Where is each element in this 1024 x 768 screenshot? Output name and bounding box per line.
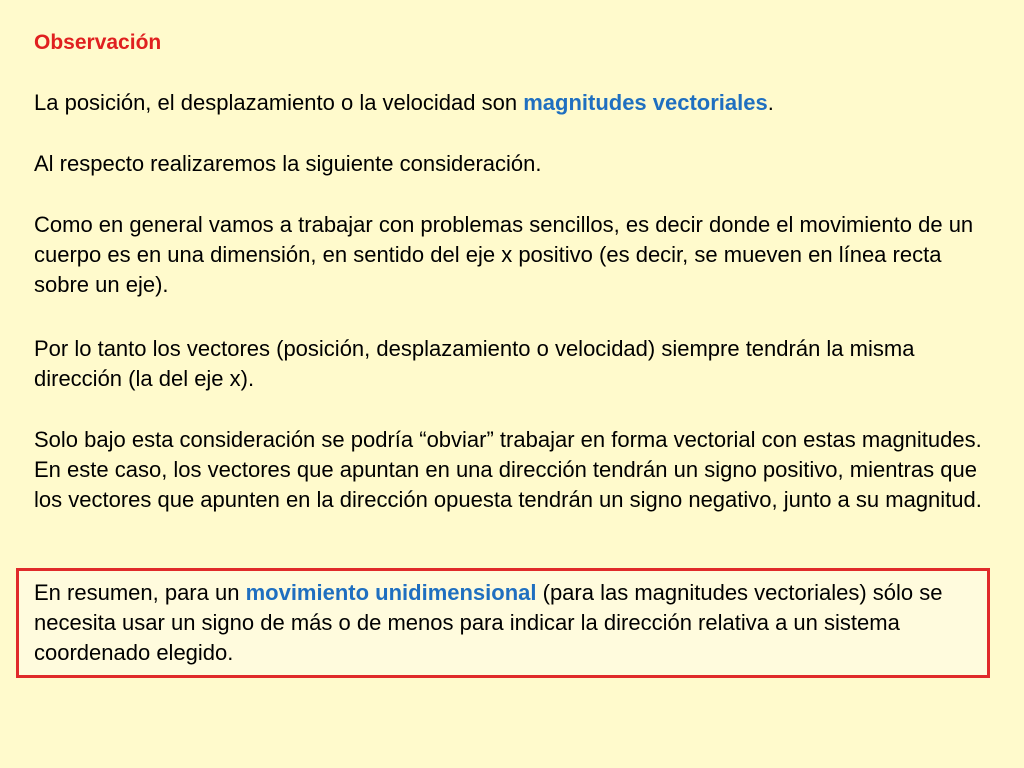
p1-text-after: .: [767, 90, 774, 115]
summary-text-after: (para las magnitudes vectoriales) sólo se necesita usar un signo de más o de menos para indicar la dirección relativa a un sistema coordenado elegido.: [34, 580, 943, 665]
paragraph-consideracion: Al respecto realizaremos la siguiente consideración.: [34, 151, 542, 176]
summary-highlight: movimiento unidimensional: [245, 580, 537, 605]
p1-highlight: magnitudes vectoriales: [523, 90, 768, 115]
p1-text-before: La posición, el desplazamiento o la velocidad son: [34, 90, 524, 115]
paragraph-misma-direccion: Por lo tanto los vectores (posición, desplazamiento o velocidad) siempre tendrán la misma dirección (la del eje x).: [34, 336, 915, 391]
paragraph-resumen: [34, 578, 974, 668]
paragraph-signo-vectores: Solo bajo esta consideración se podría “obviar” trabajar en forma vectorial con estas magnitudes. En este caso, los vectores que apuntan en una dirección tendrán un signo positivo, mientras que los vectores que apunten en la dirección opuesta tendrán un signo negativo, junto a su magnitud.: [34, 427, 982, 512]
heading-observacion: Observación: [34, 31, 162, 54]
paragraph-problemas-sencillos: Como en general vamos a trabajar con problemas sencillos, es decir donde el movimiento de un cuerpo es en una dimensión, en sentido del eje x positivo (es decir, se mueven en línea recta sobre un eje).: [34, 212, 974, 297]
paragraph-magnitudes-vectoriales: [34, 88, 994, 118]
summary-text-before: En resumen, para un: [34, 580, 246, 605]
